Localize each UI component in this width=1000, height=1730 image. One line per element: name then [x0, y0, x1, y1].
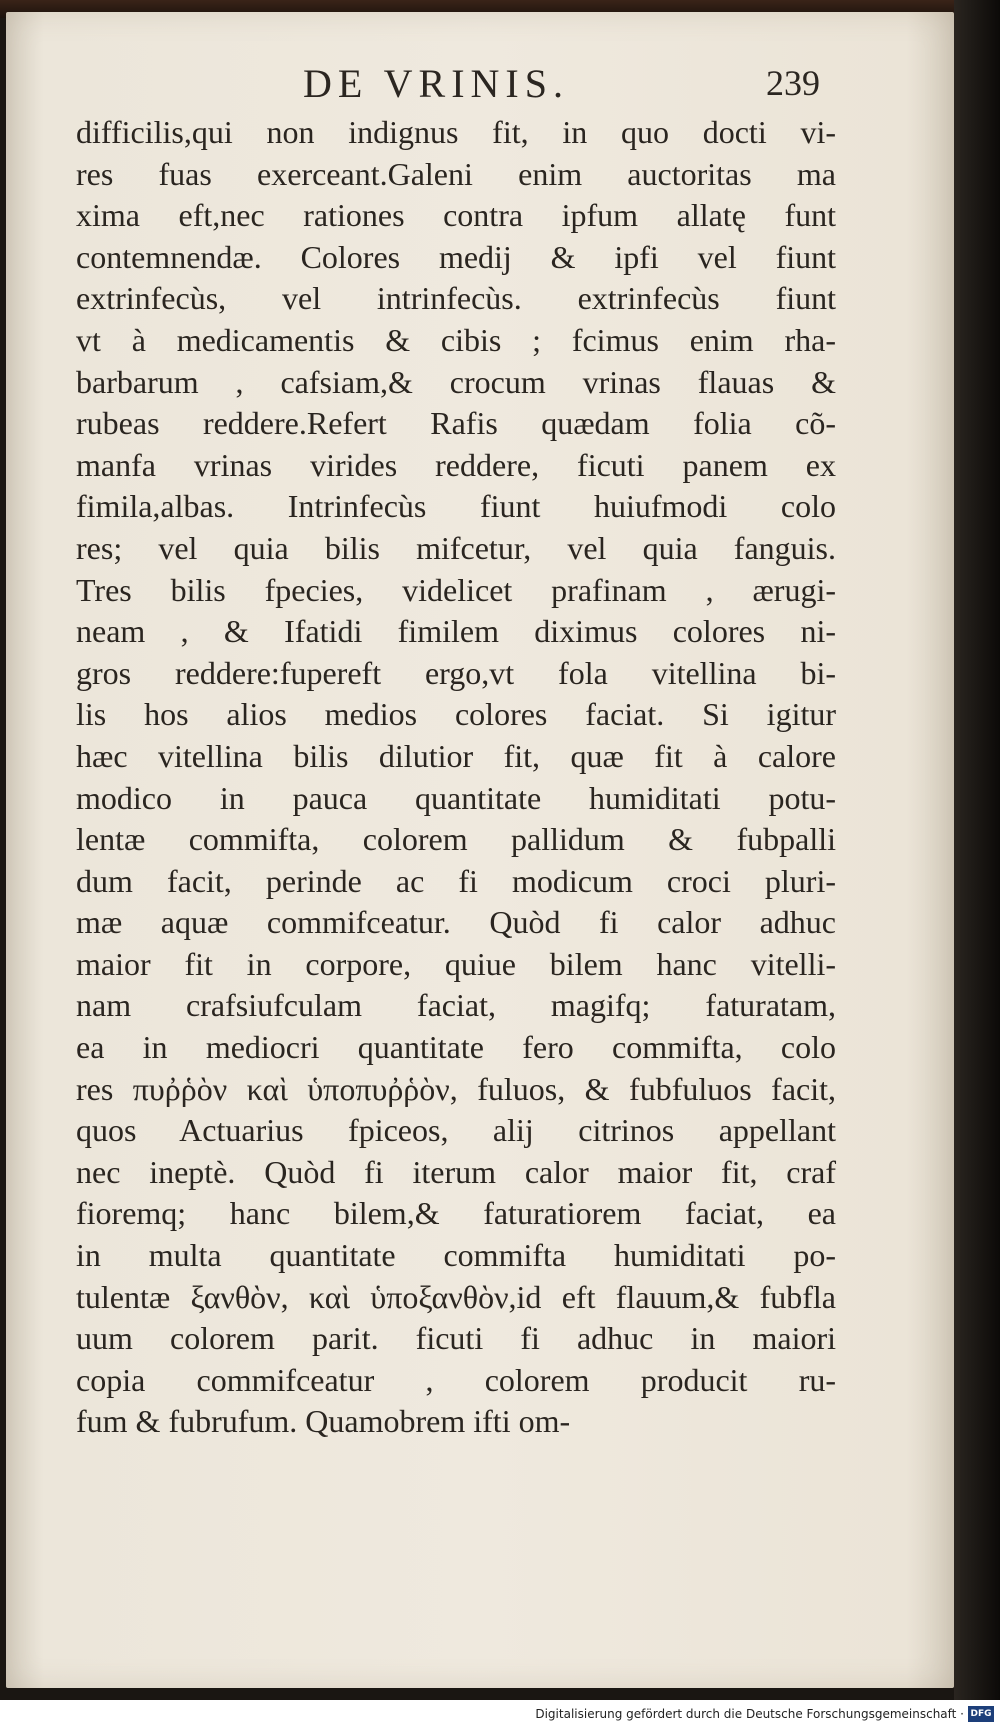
book-page: [6, 12, 954, 1688]
text-line: in multa quantitate commifta humiditati po-: [76, 1237, 836, 1274]
text-line: fum & fubrufum. Quamobrem ifti om-: [76, 1403, 571, 1440]
text-line: res; vel quia bilis mifcetur, vel quia fanguis.: [76, 529, 836, 566]
text-block: [76, 112, 836, 1443]
digitization-footer: [0, 1700, 1000, 1730]
text-line: copia commifceatur , colorem producit ru-: [76, 1361, 836, 1398]
text-line: quos Actuarius fpiceos, alij citrinos appellant: [76, 1112, 836, 1149]
text-line: Tres bilis fpecies, videlicet prafinam , ærugi-: [76, 571, 836, 608]
text-line: lentæ commifta, colorem pallidum & fubpalli: [76, 821, 836, 858]
text-line: contemnendæ. Colores medij & ipfi vel fiunt: [76, 238, 836, 275]
text-line: uum colorem parit. ficuti fi adhuc in maiori: [76, 1320, 836, 1357]
text-line: modico in pauca quantitate humiditati potu-: [76, 779, 836, 816]
text-line: dum facit, perinde ac fi modicum croci pluri-: [76, 862, 836, 899]
page-number: 239: [766, 63, 820, 103]
text-line: xima eft,nec rationes contra ipfum allatę funt: [76, 197, 836, 234]
text-line: manfa vrinas virides reddere, ficuti panem ex: [76, 446, 836, 483]
text-line: nec ineptè. Quòd fi iterum calor maior fit, craf: [76, 1153, 836, 1190]
text-line: fimila,albas. Intrinfecùs fiunt huiufmodi colo: [76, 488, 836, 525]
text-line: barbarum , cafsiam,& crocum vrinas flauas &: [76, 363, 836, 400]
running-head: DE VRINIS.: [303, 61, 569, 106]
text-line: mæ aquæ commifceatur. Quòd fi calor adhuc: [76, 904, 836, 941]
text-line: difficilis,qui non indignus fit, in quo docti vi-: [76, 114, 836, 150]
text-line: rubeas reddere.Refert Rafis quædam folia cõ-: [76, 405, 836, 442]
text-line: nam crafsiufculam faciat, magifq; faturatam,: [76, 987, 836, 1024]
text-line: neam , & Ifatidi fimilem diximus colores ni-: [76, 613, 836, 650]
text-line: res fuas exerceant.Galeni enim auctoritas ma: [76, 155, 836, 192]
funding-credit: Digitalisierung gefördert durch die Deutsche Forschungsgemeinschaft ·: [535, 1707, 964, 1721]
page-header: [6, 60, 954, 110]
text-line: fioremq; hanc bilem,& faturatiorem faciat, ea: [76, 1195, 836, 1232]
text-line: lis hos alios medios colores faciat. Si igitur: [76, 696, 836, 733]
book-gutter-shadow: [954, 0, 1000, 1700]
text-line: vt à medicamentis & cibis ; fcimus enim rha-: [76, 321, 836, 358]
text-line: maior fit in corpore, quiue bilem hanc vitelli-: [76, 945, 836, 982]
text-line: gros reddere:fupereft ergo,vt fola vitellina bi-: [76, 654, 836, 691]
text-line: res πυῤῥὸν καὶ ὑποπυῤῥὸν, fuluos, & fubfuluos facit,: [76, 1070, 836, 1107]
text-line: tulentæ ξανθὸν, καὶ ὑποξανθὸν,id eft flauum,& fubfla: [76, 1278, 836, 1315]
text-line: hæc vitellina bilis dilutior fit, quæ fit à calore: [76, 737, 836, 774]
text-line: ea in mediocri quantitate fero commifta, colo: [76, 1029, 836, 1066]
dfg-logo: DFG: [968, 1706, 994, 1722]
text-line: extrinfecùs, vel intrinfecùs. extrinfecùs fiunt: [76, 280, 836, 317]
